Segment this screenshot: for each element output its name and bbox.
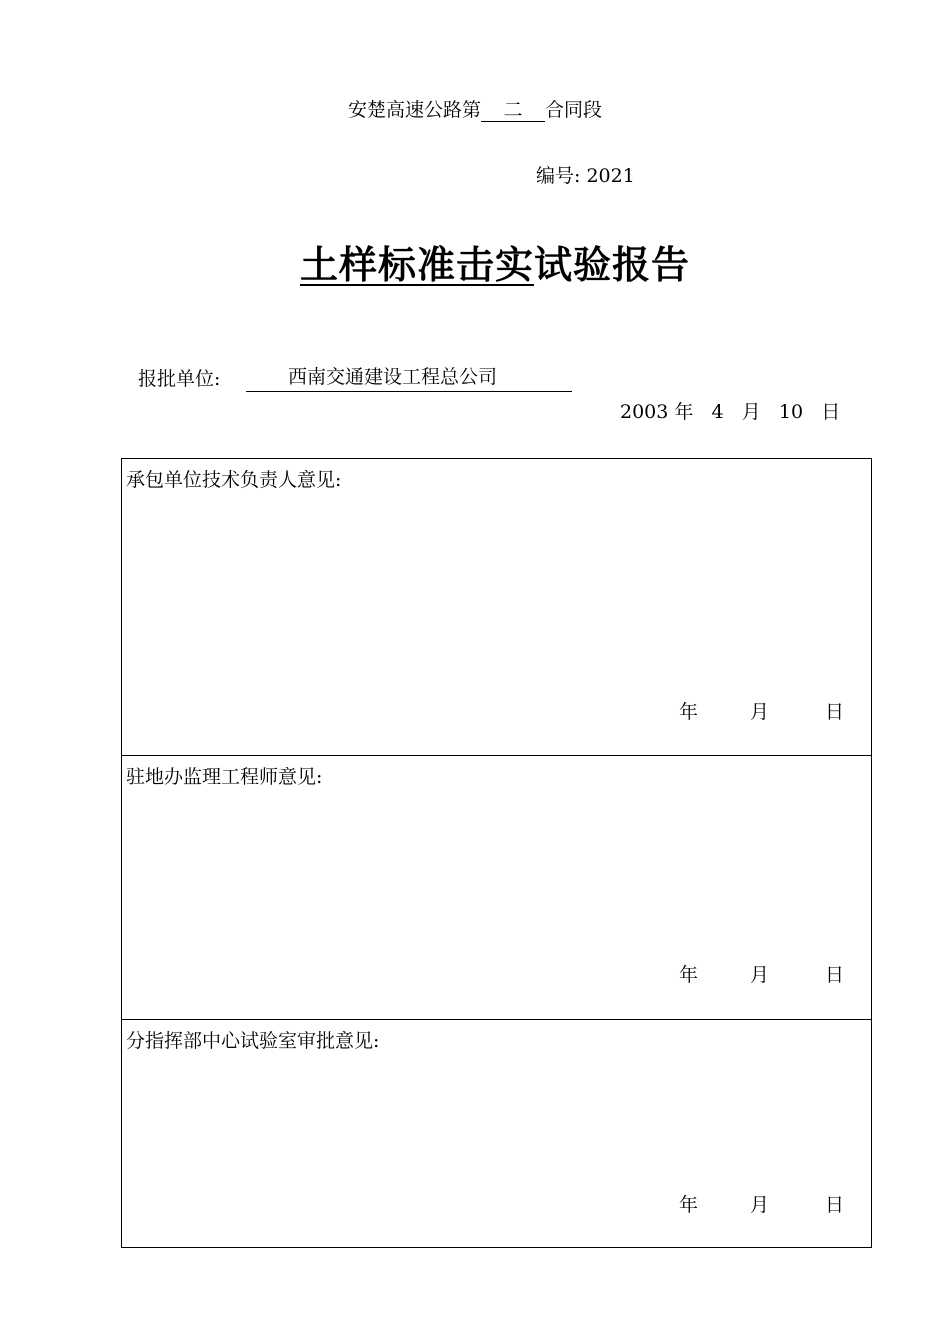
report-year: 2003	[620, 401, 669, 423]
project-contract-line	[0, 95, 950, 122]
document-number	[536, 161, 635, 188]
supervisor-opinion-section	[122, 755, 871, 1019]
report-month-unit: 月	[741, 401, 761, 423]
section-label: 驻地办监理工程师意见:	[126, 766, 323, 788]
approval-opinion-table	[121, 458, 872, 1248]
sign-year-unit: 年	[678, 964, 698, 986]
report-month: 4	[711, 401, 724, 423]
section-label: 承包单位技术负责人意见:	[126, 469, 342, 491]
report-day-unit: 日	[821, 401, 841, 423]
contract-number-field: 二	[481, 99, 545, 122]
sign-date	[679, 960, 844, 987]
report-unit-label: 报批单位:	[138, 368, 221, 390]
sign-month-unit: 月	[749, 1194, 769, 1216]
project-suffix: 合同段	[545, 99, 603, 121]
report-year-unit: 年	[674, 401, 694, 423]
contractor-opinion-section	[122, 459, 871, 755]
sign-day-unit: 日	[824, 1194, 844, 1216]
sign-date	[679, 697, 844, 724]
project-prefix: 安楚高速公路第	[347, 99, 481, 121]
report-date	[620, 397, 840, 424]
report-day: 10	[778, 401, 804, 423]
sign-month-unit: 月	[749, 701, 769, 723]
title-rest: 试验报告	[534, 242, 691, 287]
report-unit-value: 西南交通建设工程总公司	[246, 364, 572, 392]
page-title	[0, 234, 950, 289]
sign-day-unit: 日	[824, 701, 844, 723]
sign-year-unit: 年	[678, 701, 698, 723]
document-number-label: 编号:	[536, 165, 581, 187]
title-underlined-part: 土样标准击实	[299, 242, 534, 287]
sign-date	[679, 1190, 844, 1217]
lab-approval-section	[122, 1019, 871, 1247]
document-number-value: 2021	[586, 165, 635, 187]
sign-month-unit: 月	[749, 964, 769, 986]
sign-year-unit: 年	[678, 1194, 698, 1216]
sign-day-unit: 日	[824, 964, 844, 986]
section-label: 分指挥部中心试验室审批意见:	[126, 1030, 380, 1052]
